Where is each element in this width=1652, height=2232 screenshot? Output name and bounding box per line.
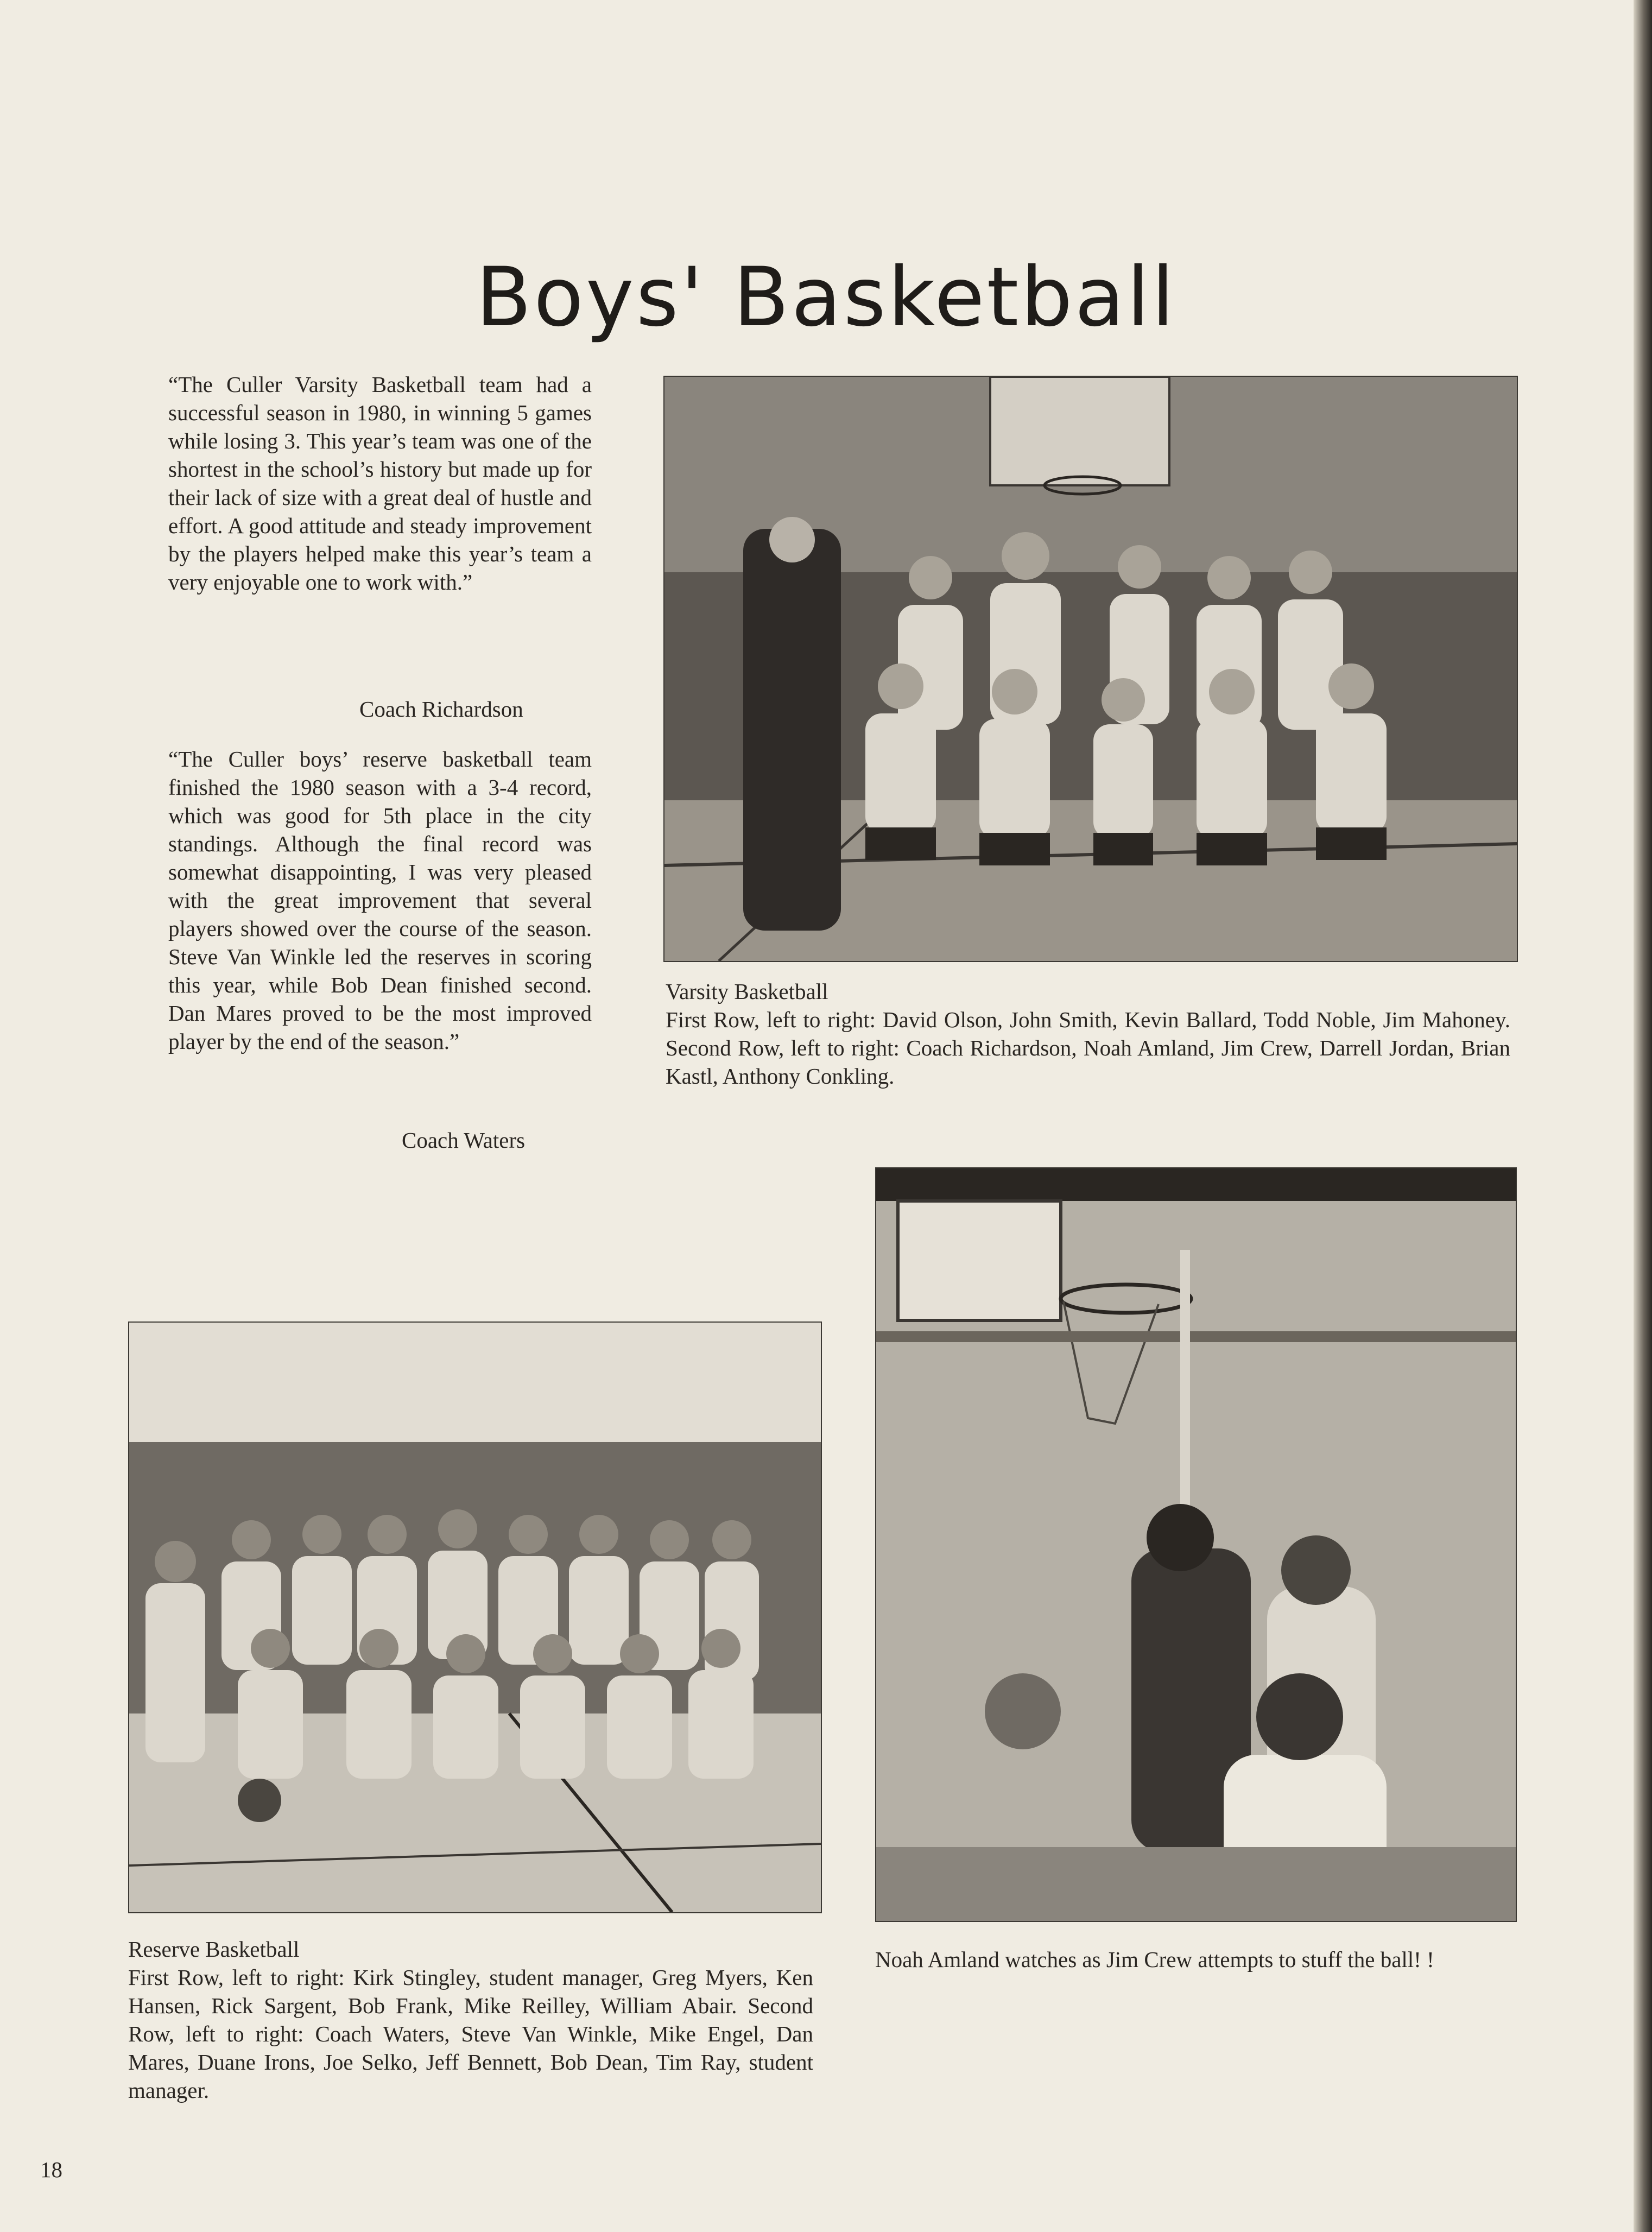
- varsity-coach-signature: Coach Richardson: [359, 697, 523, 722]
- varsity-coach-quote: “The Culler Varsity Basketball team had a successful season in 1980, in winning 5 games while losing 3. This year’s team was one of the shortest in the school’s history but made up for their lack of size with a great deal of hustle and effort. A good attitude and steady improvement by the players helped make this year’s team a very enjoyable one to work with.”: [168, 372, 592, 595]
- varsity-photo-caption: [666, 977, 1510, 1090]
- varsity-caption-text: First Row, left to right: David Olson, John Smith, Kevin Ballard, Todd Noble, Jim Mahoney. Second Row, left to right: Coach Richardson, Noah Amland, Jim Crew, Darrell Jordan, Brian Kastl, Anthony Conkling.: [666, 1007, 1510, 1089]
- action-photo-caption: Noah Amland watches as Jim Crew attempts to stuff the ball! !: [875, 1947, 1434, 1972]
- action-game-photo: [875, 1167, 1517, 1922]
- page-number: 18: [40, 2157, 62, 2182]
- reserve-caption-text: First Row, left to right: Kirk Stingley, student manager, Greg Myers, Ken Hansen, Rick Sargent, Bob Frank, Mike Reilley, William Abair. Second Row, left to right: Coach Waters, Steve Van Winkle, Mike Engel, Dan Mares, Duane Irons, Joe Selko, Jeff Bennett, Bob Dean, Tim Ray, student manager.: [128, 1965, 813, 2103]
- reserve-coach-signature: Coach Waters: [402, 1128, 526, 1153]
- reserve-team-photo: [128, 1322, 822, 1913]
- reserve-caption-heading: Reserve Basketball: [128, 1937, 300, 1962]
- varsity-caption-heading: Varsity Basketball: [666, 979, 828, 1004]
- reserve-coach-quote: “The Culler boys’ reserve basketball team finished the 1980 season with a 3-4 record, which was good for 5th place in the city standings. Although the final record was somewhat disappointing, I was very pleased with the great improvement that several players showed over the course of the season. Steve Van Winkle led the reserves in scoring this year, while Bob Dean finished second. Dan Mares proved to be the most improved player by the end of the season.”: [168, 747, 592, 1054]
- reserve-photo-caption: [128, 1935, 813, 2104]
- varsity-team-photo: [663, 376, 1518, 962]
- page-title: Boys' Basketball: [476, 250, 1176, 345]
